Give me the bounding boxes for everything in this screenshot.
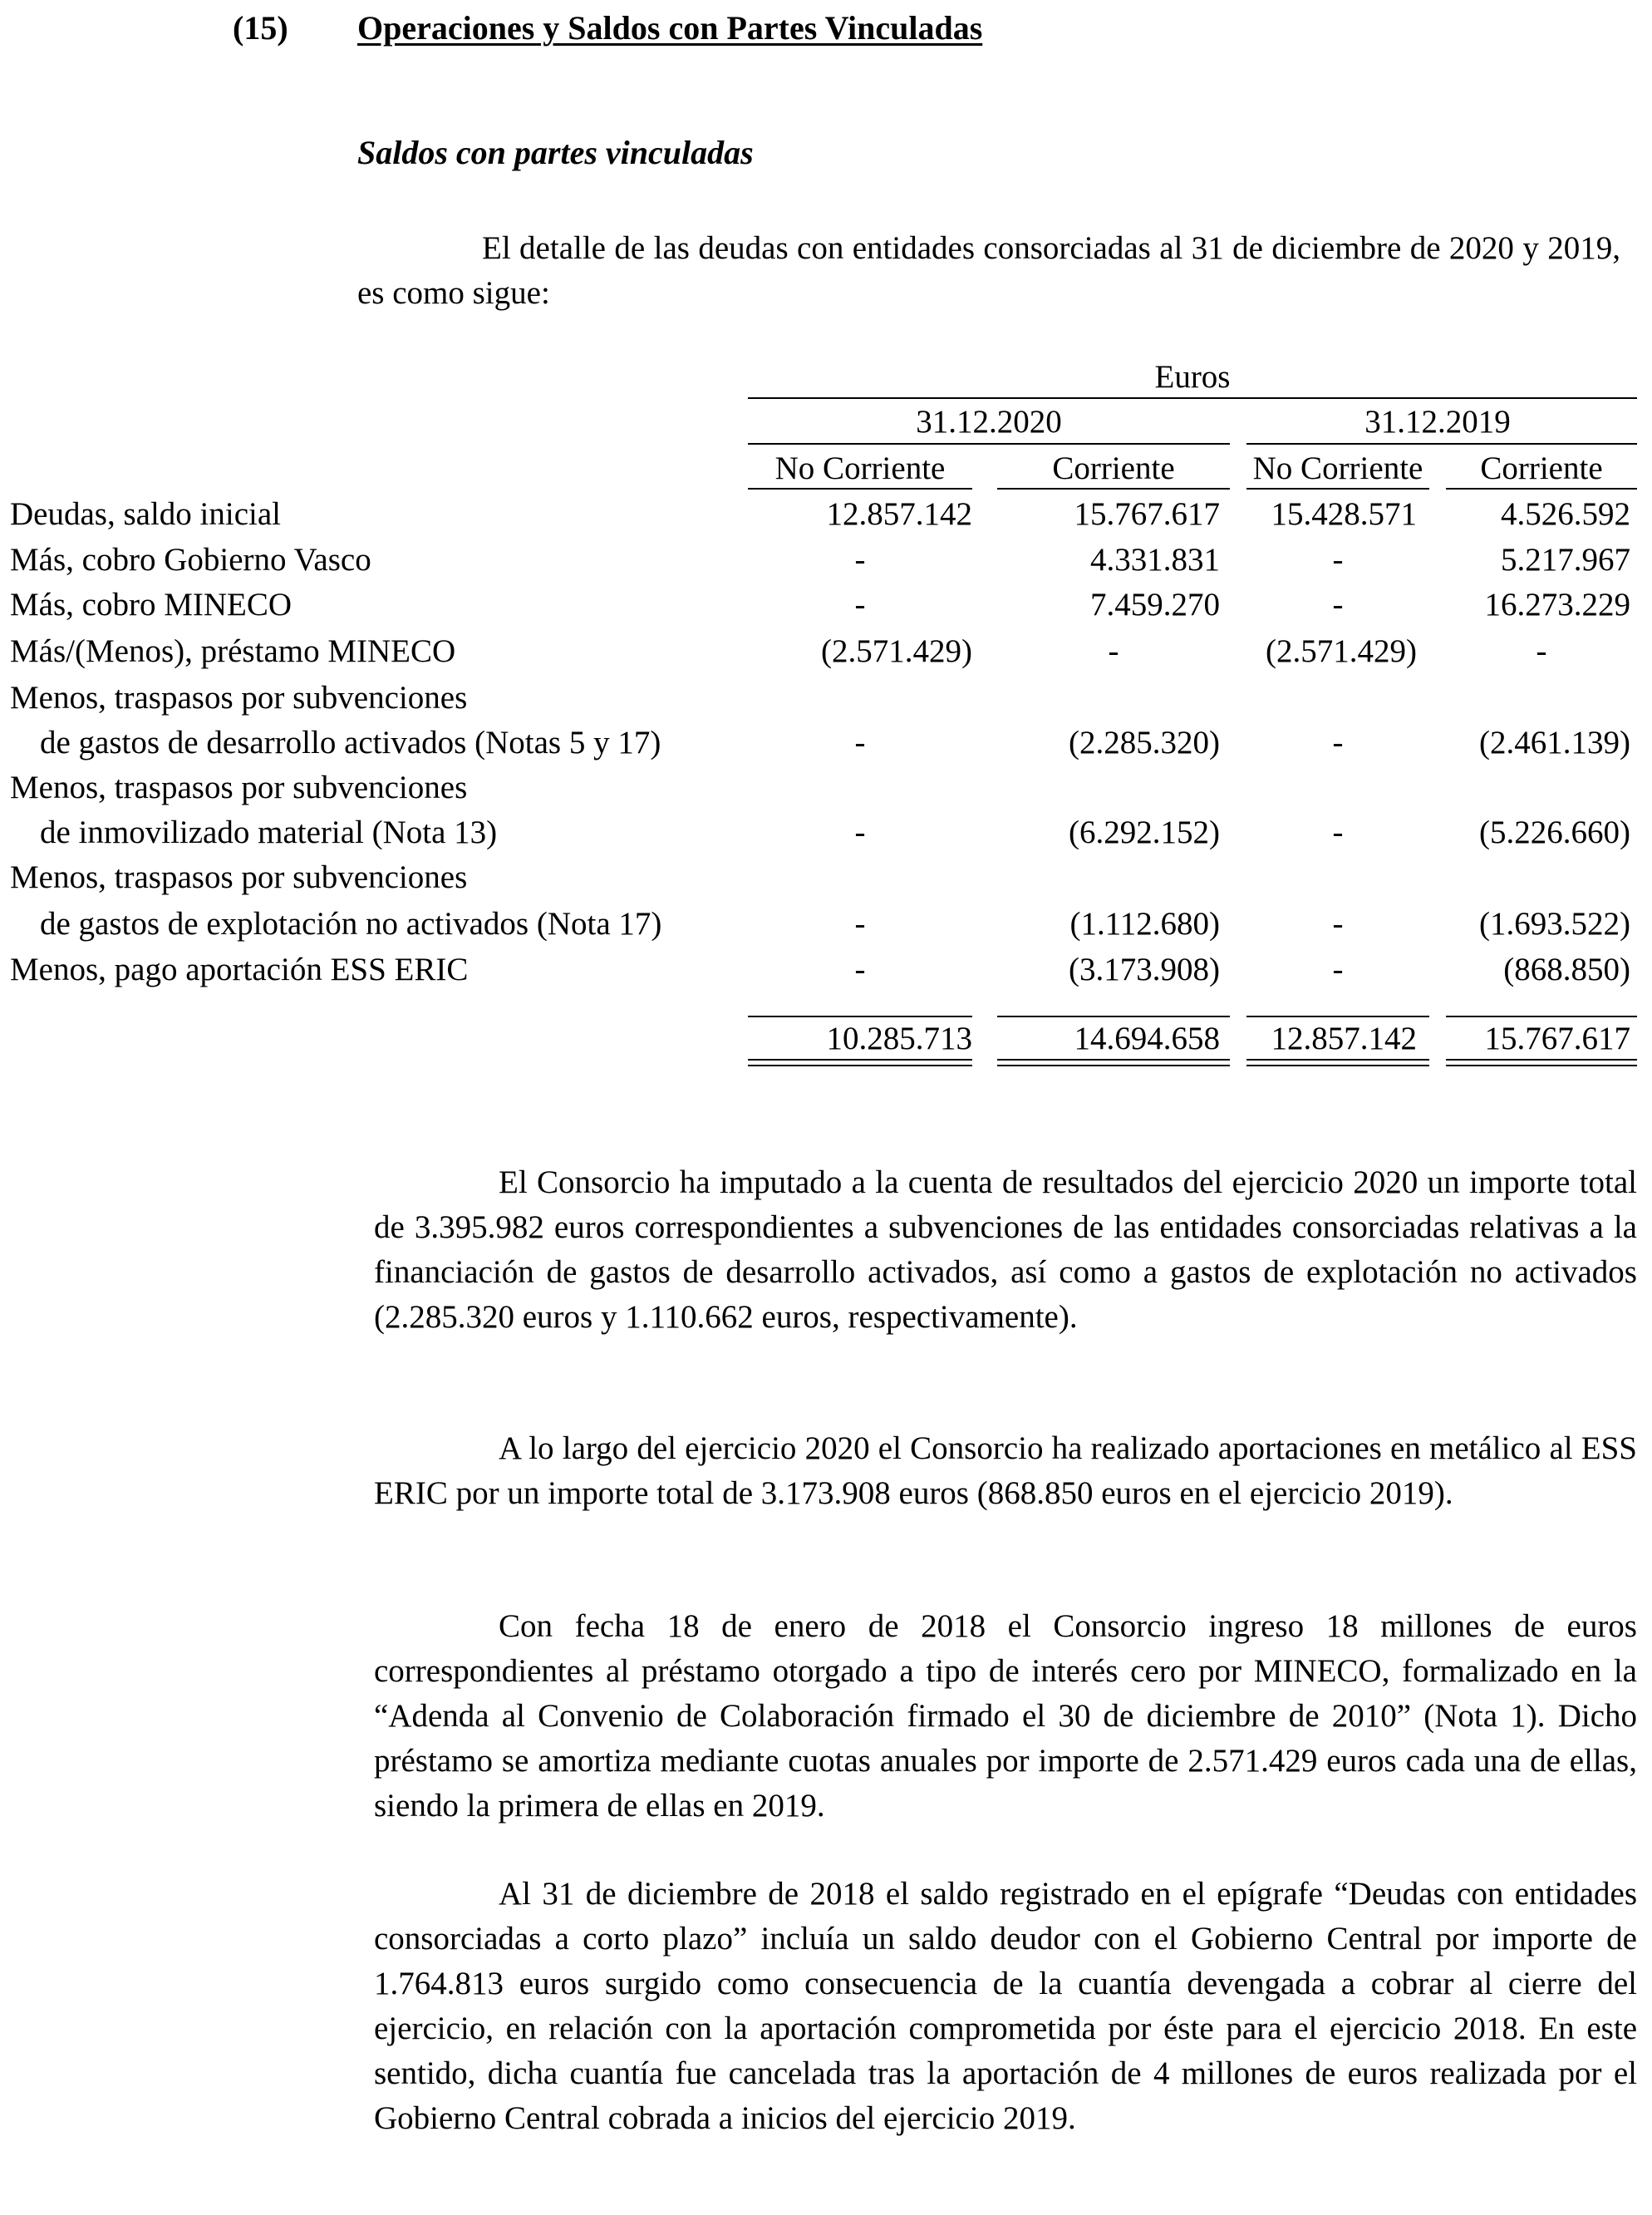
table-cell: (1.112.680) xyxy=(1069,906,1220,942)
total-cell: 12.857.142 xyxy=(1271,1021,1417,1056)
currency-header: Euros xyxy=(1154,359,1231,395)
table-cell: 4.526.592 xyxy=(1501,496,1630,532)
period-2020-rule xyxy=(748,443,1230,445)
double-rule-lower xyxy=(748,1065,972,1066)
row-label-continued: de inmovilizado material (Nota 13) xyxy=(40,815,498,850)
period-2019-header: 31.12.2019 xyxy=(1364,404,1511,440)
row-label-continued: de gastos de explotación no activados (Nota 17) xyxy=(40,906,662,942)
table-cell: 15.767.617 xyxy=(1074,496,1220,532)
row-label: Deudas, saldo inicial xyxy=(10,496,281,532)
row-label: Menos, pago aportación ESS ERIC xyxy=(10,952,469,987)
table-cell: - xyxy=(1108,633,1119,669)
intro-paragraph: El detalle de las deudas con entidades consorciadas al 31 de diciembre de 2020 y 2019, es como sigue: xyxy=(357,230,1620,311)
col-header-3: No Corriente xyxy=(1252,450,1423,486)
body-paragraph: Al 31 de diciembre de 2018 el saldo registrado en el epígrafe “Deudas con entidades consorciadas a corto plazo” incluía un saldo deudor con el Gobierno Central por importe de 1.764.813 euros surgido como consecuencia de la cuantía devengada a cobrar al cierre del ejercicio, en relación con la aportación comprometida por éste para el ejercicio 2018. En este sentido, dicha cuantía fue cancelada tras la aportación de 4 millones de euros realizada por el Gobierno Central cobrada a inicios del ejercicio 2019. xyxy=(374,1876,1637,2136)
table-cell: - xyxy=(1536,633,1547,669)
table-cell: (868.850) xyxy=(1503,952,1630,987)
col-rule-4 xyxy=(1446,488,1637,490)
section-number: (15) xyxy=(233,9,288,47)
row-label: Menos, traspasos por subvenciones xyxy=(10,859,468,895)
table-cell: - xyxy=(1332,815,1344,850)
total-cell: 10.285.713 xyxy=(826,1021,972,1056)
table-cell: - xyxy=(854,952,866,987)
subheading: Saldos con partes vinculadas xyxy=(357,134,754,171)
table-cell: (2.461.139) xyxy=(1479,725,1630,760)
table-cell: (1.693.522) xyxy=(1479,906,1630,942)
table-cell: - xyxy=(1332,587,1344,623)
table-cell: 16.273.229 xyxy=(1484,587,1630,623)
period-2020-header: 31.12.2020 xyxy=(916,404,1062,440)
table-cell: - xyxy=(854,725,866,760)
total-cell: 14.694.658 xyxy=(1074,1021,1220,1056)
table-cell: 4.331.831 xyxy=(1090,542,1220,578)
balances-table xyxy=(0,0,1652,1080)
table-cell: (3.173.908) xyxy=(1069,952,1220,987)
table-cell: (2.571.429) xyxy=(1266,633,1417,669)
section-title: Operaciones y Saldos con Partes Vinculadas xyxy=(357,9,983,47)
total-rule-2 xyxy=(997,1016,1230,1017)
table-cell: 12.857.142 xyxy=(826,496,972,532)
total-rule-1 xyxy=(748,1016,972,1017)
table-cell: (2.571.429) xyxy=(821,633,972,669)
table-cell: - xyxy=(854,542,866,578)
table-cell: - xyxy=(854,906,866,942)
row-label-continued: de gastos de desarrollo activados (Notas 5 y 17) xyxy=(40,725,661,760)
col-header-4: Corriente xyxy=(1480,450,1603,486)
table-cell: - xyxy=(1332,906,1344,942)
col-rule-3 xyxy=(1246,488,1429,490)
table-cell: (5.226.660) xyxy=(1479,815,1630,850)
body-paragraph: El Consorcio ha imputado a la cuenta de resultados del ejercicio 2020 un importe total de 3.395.982 euros correspondientes a subvenciones de las entidades consorciadas relativas a la financiación de gastos de desarrollo activados, así como a gastos de explotación no activados (2.285.320 euros y 1.110.662 euros, respectivamente). xyxy=(374,1164,1637,1335)
table-cell: - xyxy=(1332,952,1344,987)
double-rule-upper xyxy=(997,1059,1230,1061)
row-label: Menos, traspasos por subvenciones xyxy=(10,680,468,716)
col-rule-2 xyxy=(997,488,1230,490)
double-rule-upper xyxy=(748,1059,972,1061)
table-cell: - xyxy=(854,815,866,850)
total-rule-4 xyxy=(1446,1016,1637,1017)
row-label: Más/(Menos), préstamo MINECO xyxy=(10,633,456,669)
table-cell: (6.292.152) xyxy=(1069,815,1220,850)
double-rule-lower xyxy=(1446,1065,1637,1066)
body-paragraph: Con fecha 18 de enero de 2018 el Consorcio ingreso 18 millones de euros correspondientes al préstamo otorgado a tipo de interés cero por MINECO, formalizado en la “Adenda al Convenio de Colaboración firmado el 30 de diciembre de 2010” (Nota 1). Dicho préstamo se amortiza mediante cuotas anuales por importe de 2.571.429 euros cada una de ellas, siendo la primera de ellas en 2019. xyxy=(374,1608,1637,1824)
row-label: Más, cobro MINECO xyxy=(10,587,293,623)
table-cell: - xyxy=(1332,542,1344,578)
row-label: Menos, traspasos por subvenciones xyxy=(10,770,468,805)
table-cell: (2.285.320) xyxy=(1069,725,1220,760)
col-rule-1 xyxy=(748,488,972,490)
table-cell: 7.459.270 xyxy=(1090,587,1220,623)
double-rule-upper xyxy=(1246,1059,1429,1061)
total-rule-3 xyxy=(1246,1016,1429,1017)
table-cell: - xyxy=(854,587,866,623)
table-cell: 15.428.571 xyxy=(1271,496,1417,532)
double-rule-lower xyxy=(1246,1065,1429,1066)
period-2019-rule xyxy=(1246,443,1637,445)
col-header-1: No Corriente xyxy=(774,450,946,486)
double-rule-lower xyxy=(997,1065,1230,1066)
double-rule-upper xyxy=(1446,1059,1637,1061)
body-paragraph: A lo largo del ejercicio 2020 el Consorcio ha realizado aportaciones en metálico al ESS ERIC por un importe total de 3.173.908 euros (868.850 euros en el ejercicio 2019). xyxy=(374,1430,1637,1511)
header-rule xyxy=(748,397,1637,399)
table-cell: - xyxy=(1332,725,1344,760)
table-cell: 5.217.967 xyxy=(1501,542,1630,578)
col-header-2: Corriente xyxy=(1052,450,1175,486)
row-label: Más, cobro Gobierno Vasco xyxy=(10,542,371,578)
total-cell: 15.767.617 xyxy=(1484,1021,1630,1056)
